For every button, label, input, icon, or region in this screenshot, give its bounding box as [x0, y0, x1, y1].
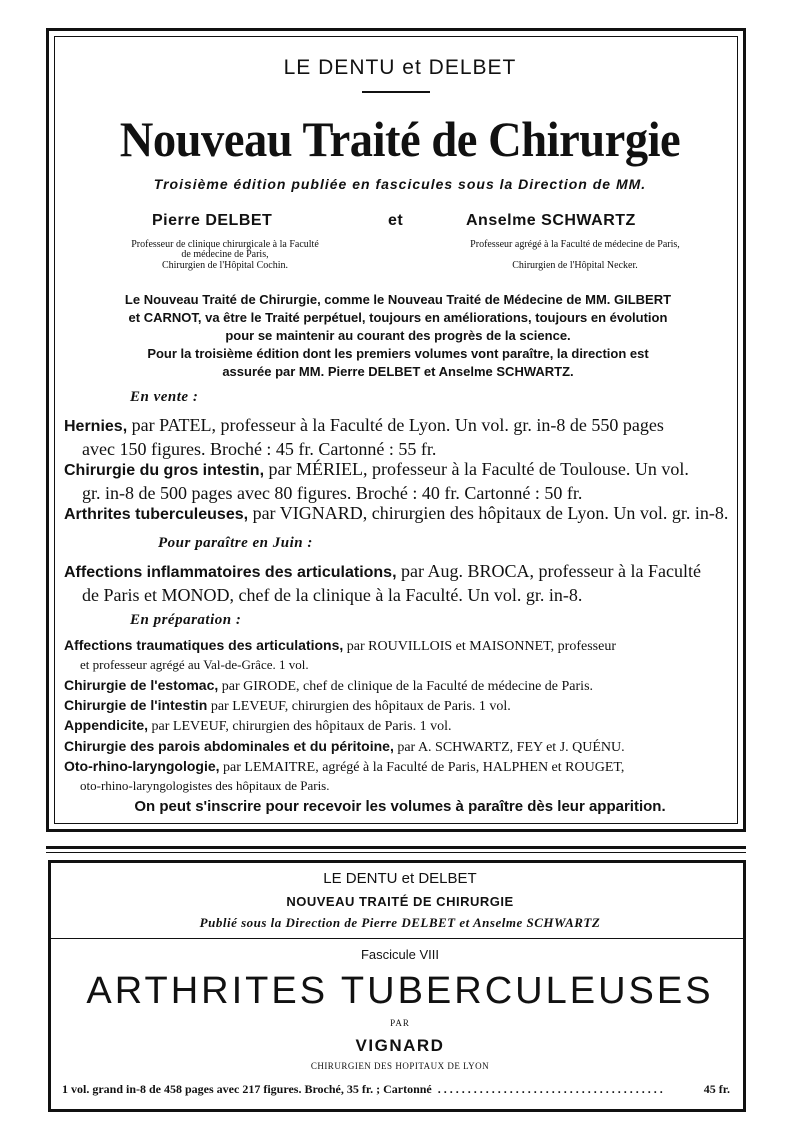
director-right-desc-1: Professeur agrégé à la Faculté de médecine de Paris,: [470, 239, 680, 250]
juin-item-line2: de Paris et MONOD, chef de la clinique à la Faculté. Un vol. gr. in-8.: [82, 585, 583, 605]
juin-item-line1: par Aug. BROCA, professeur à la Faculté: [396, 561, 701, 581]
vente-item-line1: par PATEL, professeur à la Faculté de Lyon. Un vol. gr. in-8 de 550 pages: [127, 415, 664, 435]
book-price-desc: 1 vol. grand in-8 de 458 pages avec 217 figures. Broché, 35 fr. ; Cartonné: [62, 1082, 432, 1096]
separator-rule: [46, 846, 746, 849]
prep-item-title: Oto-rhino-laryngologie,: [64, 758, 220, 774]
director-right-name: Anselme SCHWARTZ: [466, 212, 636, 229]
director-left-desc-2: de médecine de Paris,: [181, 249, 269, 260]
juin-item-title: Affections inflammatoires des articulations,: [64, 564, 397, 581]
book-author-role: CHIRURGIEN DES HOPITAUX DE LYON: [310, 1061, 490, 1071]
prep-item-line1: par LEVEUF, chirurgien des hôpitaux de Paris. 1 vol.: [148, 719, 452, 734]
prep-item-line1: par ROUVILLOIS et MAISONNET, professeur: [343, 639, 616, 654]
ad-title: Nouveau Traité de Chirurgie: [119, 111, 681, 167]
book-price-dots: . . . . . . . . . . . . . . . . . . . . . . . . . . . . . . . . . . . . . .: [437, 1082, 663, 1096]
vente-item-line2: avec 150 figures. Broché : 45 fr. Cartonné : 55 fr.: [82, 439, 437, 459]
section-en-preparation: En préparation :: [130, 612, 242, 628]
book-price-value: 45 fr.: [703, 1082, 730, 1096]
book-price-line: [62, 1082, 730, 1097]
book-direction: Publié sous la Direction de Pierre DELBET et Anselme SCHWARTZ: [199, 915, 601, 930]
book-fascicule: Fascicule VIII: [360, 947, 440, 962]
book-title: ARTHRITES TUBERCULEUSES: [86, 970, 714, 1012]
intro-line-5: assurée par MM. Pierre DELBET et Anselme SCHWARTZ.: [222, 364, 574, 379]
director-left-name: Pierre DELBET: [152, 212, 273, 229]
juin-item-affections: [64, 560, 701, 606]
vente-item-line1: par VIGNARD, chirurgien des hôpitaux de Lyon. Un vol. gr. in-8.: [248, 503, 729, 523]
intro-paragraph: [62, 291, 734, 381]
intro-line-1: Le Nouveau Traité de Chirurgie, comme le Nouveau Traité de Médecine de MM. GILBERT: [124, 292, 672, 307]
separator-rule-thin: [46, 852, 746, 853]
intro-line-4: Pour la troisième édition dont les premiers volumes vont paraître, la direction est: [147, 346, 649, 361]
edition-line: Troisième édition publiée en fascicules sous la Direction de MM.: [153, 176, 647, 192]
ad-authors: LE DENTU et DELBET: [283, 56, 517, 79]
section-pour-paraitre: Pour paraître en Juin :: [158, 535, 313, 551]
prep-item-title: Chirurgie des parois abdominales et du péritoine,: [64, 738, 394, 754]
intro-line-3: pour se maintenir au courant des progrès de la science.: [225, 328, 571, 343]
prep-item-line1: par LEVEUF, chirurgien des hôpitaux de Paris. 1 vol.: [207, 699, 511, 714]
book-series: NOUVEAU TRAITÉ DE CHIRURGIE: [286, 894, 514, 909]
prep-item-title: Appendicite,: [64, 717, 149, 733]
book-par: PAR: [390, 1018, 410, 1028]
prep-item-line1: par GIRODE, chef de clinique de la Faculté de médecine de Paris.: [218, 679, 594, 694]
prep-item-title: Chirurgie de l'estomac,: [64, 677, 219, 693]
prep-item-line2: et professeur agrégé au Val-de-Grâce. 1 vol.: [80, 657, 309, 672]
prep-item-line1: par A. SCHWARTZ, FEY et J. QUÉNU.: [393, 740, 625, 755]
vente-item-line1: par MÉRIEL, professeur à la Faculté de Toulouse. Un vol.: [264, 459, 689, 479]
section-en-vente: En vente :: [130, 389, 199, 405]
prep-item-line2: oto-rhino-laryngologistes des hôpitaux de Paris.: [80, 778, 330, 793]
prep-item-intestin: [64, 696, 511, 716]
book-authors: LE DENTU et DELBET: [323, 870, 477, 887]
book-author: VIGNARD: [355, 1036, 445, 1055]
prep-item-line1: par LEMAITRE, agrégé à la Faculté de Paris, HALPHEN et ROUGET,: [219, 760, 625, 775]
prep-item-parois: [64, 737, 625, 757]
vente-item-title: Hernies,: [64, 418, 128, 435]
prep-item-title: Affections traumatiques des articulations,: [64, 637, 344, 653]
vente-item-arthrites: [64, 502, 728, 526]
vente-item-hernies: [64, 414, 664, 460]
vente-item-line2: gr. in-8 de 500 pages avec 80 figures. Broché : 40 fr. Cartonné : 50 fr.: [82, 483, 583, 503]
prep-item-appendicite: [64, 716, 451, 736]
prep-item-oto: [64, 757, 624, 795]
director-and: et: [388, 212, 404, 229]
prep-item-traumatiques: [64, 636, 616, 674]
intro-line-2: et CARNOT, va être le Traité perpétuel, toujours en améliorations, toujours en évolution: [128, 310, 668, 325]
prep-item-title: Chirurgie de l'intestin: [64, 697, 208, 713]
director-right-desc-2: Chirurgien de l'Hôpital Necker.: [512, 260, 638, 271]
director-left-desc-1: Professeur de clinique chirurgicale à la Faculté: [131, 239, 319, 250]
closing-note: On peut s'inscrire pour recevoir les volumes à paraître dès leur apparition.: [134, 798, 666, 815]
vente-item-title: Chirurgie du gros intestin,: [64, 462, 265, 479]
director-left-desc-3: Chirurgien de l'Hôpital Cochin.: [161, 260, 289, 271]
title-divider: [362, 91, 430, 93]
prep-item-estomac: [64, 676, 593, 696]
vente-item-title: Arthrites tuberculeuses,: [64, 506, 249, 523]
vente-item-gros-intestin: [64, 458, 689, 504]
book-rule-1: [48, 938, 746, 939]
